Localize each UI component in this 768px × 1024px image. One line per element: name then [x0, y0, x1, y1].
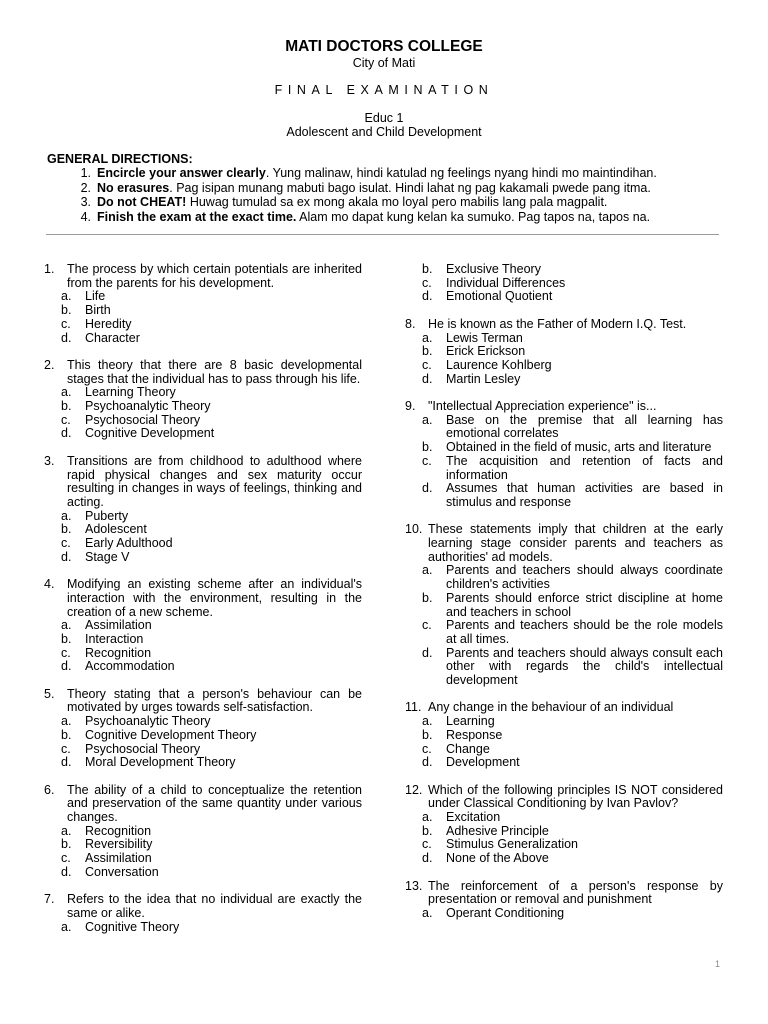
option-text: Early Adulthood	[85, 536, 173, 551]
answer-option[interactable]	[44, 290, 362, 304]
option-letter-text: b.	[61, 399, 72, 414]
question-number: 4.	[44, 577, 55, 592]
direction-emphasis: Do not CHEAT!	[97, 195, 187, 210]
answer-option[interactable]	[405, 825, 723, 839]
option-letter-text: b.	[61, 727, 72, 742]
option-letter-text: b.	[422, 440, 433, 455]
option-text: Laurence Kohlberg	[446, 357, 552, 372]
option-letter-text: d.	[61, 426, 72, 441]
option-letter-text: b.	[422, 823, 433, 838]
question-number: 7.	[44, 892, 55, 907]
option-text: Lewis Terman	[446, 330, 523, 345]
answer-option[interactable]	[405, 373, 723, 387]
option-letter	[44, 866, 85, 880]
option-letter	[405, 756, 446, 770]
option-letter	[405, 715, 446, 729]
option-letter-text: d.	[422, 755, 433, 770]
option-letter-text: a.	[61, 618, 72, 633]
option-letter	[405, 743, 446, 757]
answer-option[interactable]	[44, 523, 362, 537]
answer-option[interactable]	[405, 756, 723, 770]
direction-emphasis: Finish the exam at the exact time.	[97, 209, 297, 224]
option-letter-text: c.	[61, 412, 71, 427]
option-letter	[405, 345, 446, 359]
option-letter	[44, 304, 85, 318]
question-text: "Intellectual Appreciation experience" is...	[428, 399, 657, 413]
option-letter	[44, 318, 85, 332]
answer-option[interactable]	[405, 277, 723, 291]
answer-option[interactable]	[405, 838, 723, 852]
direction-item	[47, 181, 727, 196]
question	[44, 893, 362, 934]
answer-option[interactable]	[44, 414, 362, 428]
option-text: Psychosocial Theory	[85, 741, 201, 756]
option-text: Adhesive Principle	[446, 823, 549, 838]
option-text: Parents and teachers should be the role models at all times.	[446, 618, 723, 646]
question	[405, 880, 723, 921]
option-letter	[44, 551, 85, 565]
option-letter-text: d.	[61, 755, 72, 770]
answer-option[interactable]	[405, 592, 723, 619]
option-letter-text: c.	[422, 618, 432, 633]
option-letter	[405, 811, 446, 825]
option-text: Recognition	[85, 823, 152, 838]
question-number: 5.	[44, 686, 55, 701]
question-text: The reinforcement of a person's response by presentation or removal and punishment	[428, 878, 723, 907]
option-letter	[405, 564, 446, 591]
question	[405, 523, 723, 687]
answer-option[interactable]	[44, 715, 362, 729]
direction-text: . Pag isipan munang mabuti bago isulat. Hindi lahat ng pag kakamali pwede pang itma.	[169, 180, 651, 195]
option-text: Cognitive Development Theory	[85, 727, 257, 742]
option-letter-text: d.	[422, 645, 433, 660]
option-letter-text: a.	[61, 385, 72, 400]
option-letter	[405, 277, 446, 291]
option-text: Conversation	[85, 864, 159, 879]
question-text: He is known as the Father of Modern I.Q. Test.	[428, 316, 687, 331]
option-letter	[44, 756, 85, 770]
option-letter-text: a.	[422, 905, 433, 920]
question-stem	[405, 784, 723, 811]
option-letter-text: d.	[422, 371, 433, 386]
option-letter-text: b.	[61, 522, 72, 537]
option-letter-text: d.	[61, 330, 72, 345]
option-letter-text: d.	[61, 659, 72, 674]
option-text: Exclusive Theory	[446, 262, 541, 276]
answer-option[interactable]	[44, 400, 362, 414]
answer-option[interactable]	[405, 647, 723, 688]
option-letter-text: c.	[422, 453, 432, 468]
answer-option[interactable]	[405, 414, 723, 441]
question-text: Refers to the idea that no individual are exactly the same or alike.	[67, 892, 362, 920]
directions-title: GENERAL DIRECTIONS:	[47, 152, 193, 166]
option-letter-text: d.	[61, 864, 72, 879]
option-letter	[405, 729, 446, 743]
answer-option[interactable]	[405, 907, 723, 921]
question-number: 13.	[405, 878, 423, 893]
option-text: Stage V	[85, 549, 130, 564]
option-text: Psychoanalytic Theory	[85, 399, 211, 414]
option-letter-text: c.	[61, 741, 71, 756]
answer-option[interactable]	[44, 386, 362, 400]
option-letter	[44, 537, 85, 551]
question-stem	[405, 523, 723, 564]
question-stem	[405, 318, 723, 332]
question-number: 9.	[405, 399, 416, 413]
option-letter-text: c.	[61, 536, 71, 551]
direction-number: 1.	[80, 166, 91, 180]
option-letter-text: a.	[422, 330, 433, 345]
direction-item	[47, 195, 727, 210]
option-text: Obtained in the field of music, arts and literature	[446, 440, 712, 455]
option-letter	[44, 427, 85, 441]
question-stem	[405, 880, 723, 907]
answer-option[interactable]	[44, 729, 362, 743]
option-letter-text: c.	[61, 851, 71, 866]
option-text: Parents and teachers should always coordinate children's activities	[446, 563, 723, 592]
direction-emphasis: No erasures	[97, 180, 170, 195]
option-text: Parents should enforce strict discipline at home and teachers in school	[446, 590, 723, 619]
question-number: 1.	[44, 262, 55, 276]
exam-title: FINAL EXAMINATION	[274, 83, 494, 97]
option-letter	[405, 592, 446, 619]
option-letter-text: b.	[422, 344, 433, 359]
question	[405, 263, 723, 304]
question-stem	[44, 359, 362, 386]
question-text: The process by which certain potentials are inherited from the parents for his development.	[67, 262, 362, 290]
option-letter	[44, 729, 85, 743]
direction-text: . Yung malinaw, hindi katulad ng feelings nyang hindi mo maintindihan.	[265, 166, 657, 180]
answer-option[interactable]	[44, 332, 362, 346]
option-letter-text: a.	[61, 714, 72, 729]
question-text: Modifying an existing scheme after an individual's interaction with the environment, resulting in the creation of a new scheme.	[67, 577, 362, 619]
answer-option[interactable]	[405, 564, 723, 591]
option-letter	[44, 386, 85, 400]
question	[44, 263, 362, 345]
answer-option[interactable]	[44, 647, 362, 661]
question	[44, 784, 362, 880]
option-letter-text: c.	[61, 645, 71, 660]
option-letter	[44, 414, 85, 428]
option-letter	[405, 441, 446, 455]
question-text: Transitions are from childhood to adulthood where rapid physical changes and sex maturity occur resulting in changes in ways of feelings, thinking and acting.	[67, 453, 362, 509]
option-letter	[405, 482, 446, 509]
answer-option[interactable]	[44, 551, 362, 565]
option-letter-text: a.	[422, 714, 433, 729]
option-letter	[405, 332, 446, 346]
answer-option[interactable]	[44, 427, 362, 441]
option-letter-text: d.	[422, 851, 433, 866]
answer-option[interactable]	[405, 359, 723, 373]
question	[405, 784, 723, 866]
option-letter	[44, 743, 85, 757]
question-text: This theory that there are 8 basic developmental stages that the individual has to pass through his life.	[67, 357, 362, 386]
answer-option[interactable]	[44, 921, 362, 935]
direction-number: 4.	[80, 209, 91, 224]
answer-option[interactable]	[44, 633, 362, 647]
answer-option[interactable]	[44, 838, 362, 852]
question	[405, 318, 723, 387]
question-stem	[405, 400, 723, 414]
answer-option[interactable]	[405, 743, 723, 757]
answer-option[interactable]	[44, 619, 362, 633]
questions-column-right	[405, 263, 723, 934]
option-letter	[44, 510, 85, 524]
option-text: Life	[85, 289, 106, 304]
question-number: 10.	[405, 522, 423, 537]
option-letter-text: c.	[422, 741, 432, 756]
option-text: Assumes that human activities are based in stimulus and response	[446, 481, 723, 509]
question-text: The ability of a child to conceptualize the retention and preservation of the same quantity under various changes.	[67, 782, 362, 825]
option-letter-text: b.	[61, 303, 72, 318]
question-stem	[44, 688, 362, 715]
option-letter-text: c.	[422, 275, 432, 290]
option-text: Martin Lesley	[446, 371, 521, 386]
question-text: Which of the following principles IS NOT considered under Classical Conditioning by Ivan Pavlov?	[428, 782, 723, 811]
option-letter	[44, 921, 85, 935]
page-number: 1	[714, 959, 720, 969]
question-stem	[44, 893, 362, 920]
option-letter	[405, 373, 446, 387]
option-letter	[405, 619, 446, 646]
option-text: Erick Erickson	[446, 344, 526, 359]
answer-option[interactable]	[44, 660, 362, 674]
option-letter-text: c.	[61, 316, 71, 331]
city-name: City of Mati	[352, 56, 416, 70]
college-name: MATI DOCTORS COLLEGE	[285, 38, 483, 55]
option-letter-text: b.	[422, 262, 433, 276]
option-text: Accommodation	[85, 659, 175, 674]
option-letter	[405, 455, 446, 482]
question	[405, 400, 723, 510]
option-text: Parents and teachers should always consult each other with regards the child's intellectual development	[446, 645, 723, 688]
option-text: Reversibility	[85, 837, 153, 852]
option-letter-text: a.	[422, 563, 433, 578]
question-stem	[44, 578, 362, 619]
direction-item	[47, 210, 727, 225]
answer-option[interactable]	[405, 852, 723, 866]
option-letter	[405, 825, 446, 839]
option-text: Stimulus Generalization	[446, 837, 579, 852]
option-letter	[405, 359, 446, 373]
option-text: Operant Conditioning	[446, 905, 565, 920]
questions-column-left	[44, 263, 362, 948]
question-text: Theory stating that a person's behaviour can be motivated by urges towards self-satisfaction.	[67, 686, 362, 715]
direction-item	[47, 166, 727, 181]
option-text: The acquisition and retention of facts and information	[446, 453, 723, 482]
direction-text: Alam mo dapat kung kelan ka sumuko. Pag tapos na, tapos na.	[296, 209, 651, 224]
question	[44, 359, 362, 441]
question-stem	[44, 784, 362, 825]
option-letter-text: b.	[61, 631, 72, 646]
option-text: Learning	[446, 714, 495, 729]
option-letter-text: a.	[422, 810, 433, 825]
option-text: Heredity	[85, 316, 132, 331]
option-letter-text: c.	[422, 357, 432, 372]
directions-list	[47, 166, 727, 224]
option-text: Cognitive Theory	[85, 919, 180, 934]
option-text: Individual Differences	[446, 275, 566, 290]
option-letter-text: a.	[61, 508, 72, 523]
option-letter	[44, 647, 85, 661]
question-number: 2.	[44, 357, 55, 372]
answer-option[interactable]	[405, 729, 723, 743]
direction-number: 2.	[80, 180, 91, 195]
option-letter	[405, 907, 446, 921]
option-letter	[405, 838, 446, 852]
subject-title: Adolescent and Child Development	[286, 125, 482, 139]
option-text: None of the Above	[446, 851, 549, 866]
option-text: Interaction	[85, 631, 144, 646]
option-text: Birth	[85, 303, 111, 318]
option-letter-text: d.	[61, 549, 72, 564]
option-text: Learning Theory	[85, 385, 176, 400]
option-text: Change	[446, 741, 490, 756]
option-text: Character	[85, 330, 140, 345]
option-letter-text: a.	[61, 919, 72, 934]
option-text: Recognition	[85, 645, 152, 660]
question-stem	[44, 455, 362, 510]
answer-option[interactable]	[405, 332, 723, 346]
option-text: Emotional Quotient	[446, 289, 553, 304]
option-letter	[44, 523, 85, 537]
answer-option[interactable]	[405, 441, 723, 455]
option-text: Moral Development Theory	[85, 755, 236, 770]
option-text: Excitation	[446, 810, 501, 825]
direction-text: Huwag tumulad sa ex mong akala mo loyal pero mabilis lang pala magpalit.	[186, 195, 608, 210]
option-text: Psychoanalytic Theory	[85, 714, 211, 729]
option-letter-text: d.	[422, 481, 433, 496]
answer-option[interactable]	[44, 866, 362, 880]
option-text: Assimilation	[85, 618, 152, 633]
answer-option[interactable]	[44, 537, 362, 551]
answer-option[interactable]	[405, 482, 723, 509]
option-letter-text: a.	[422, 412, 433, 427]
option-letter-text: a.	[61, 289, 72, 304]
option-letter	[44, 400, 85, 414]
option-letter	[405, 263, 446, 277]
question-number: 12.	[405, 782, 423, 797]
option-text: Base on the premise that all learning has emotional correlates	[446, 412, 723, 441]
direction-number: 3.	[80, 195, 91, 210]
question	[44, 688, 362, 770]
option-letter	[405, 290, 446, 304]
answer-option[interactable]	[405, 345, 723, 359]
option-text: Development	[446, 755, 520, 770]
answer-option[interactable]	[405, 263, 723, 277]
question	[44, 455, 362, 565]
question-number: 3.	[44, 453, 55, 468]
option-text: Adolescent	[85, 522, 147, 537]
answer-option[interactable]	[44, 743, 362, 757]
option-text: Cognitive Development	[85, 426, 215, 441]
option-letter	[44, 633, 85, 647]
option-letter-text: b.	[422, 727, 433, 742]
option-letter	[44, 825, 85, 839]
option-letter-text: b.	[422, 590, 433, 605]
option-letter	[44, 660, 85, 674]
answer-option[interactable]	[405, 811, 723, 825]
answer-option[interactable]	[44, 304, 362, 318]
option-letter	[44, 838, 85, 852]
question	[44, 578, 362, 674]
answer-option[interactable]	[405, 715, 723, 729]
option-text: Puberty	[85, 508, 129, 523]
question-text: These statements imply that children at the early learning stage consider parents and teachers as authorities' ad models.	[428, 522, 723, 564]
option-letter	[44, 290, 85, 304]
option-letter	[405, 647, 446, 688]
course-code: Educ 1	[364, 111, 404, 125]
question-stem	[44, 263, 362, 290]
direction-emphasis: Encircle your answer clearly	[97, 166, 266, 180]
option-letter	[44, 619, 85, 633]
answer-option[interactable]	[44, 825, 362, 839]
answer-option[interactable]	[44, 510, 362, 524]
question-number: 6.	[44, 782, 55, 797]
question-number: 11.	[405, 700, 422, 715]
divider	[46, 234, 719, 235]
option-letter-text: b.	[61, 837, 72, 852]
question-text: Any change in the behaviour of an individual	[428, 700, 674, 715]
question-number: 8.	[405, 316, 416, 331]
option-letter	[405, 852, 446, 866]
answer-option[interactable]	[405, 290, 723, 304]
answer-option[interactable]	[405, 455, 723, 482]
option-text: Assimilation	[85, 851, 152, 866]
question	[405, 701, 723, 770]
question-stem	[405, 701, 723, 715]
option-text: Response	[446, 727, 503, 742]
option-letter-text: c.	[422, 837, 432, 852]
option-letter-text: d.	[422, 289, 433, 304]
answer-option[interactable]	[44, 318, 362, 332]
answer-option[interactable]	[44, 756, 362, 770]
answer-option[interactable]	[44, 852, 362, 866]
option-letter	[44, 852, 85, 866]
answer-option[interactable]	[405, 619, 723, 646]
option-letter	[44, 715, 85, 729]
option-letter	[405, 414, 446, 441]
option-letter	[44, 332, 85, 346]
option-text: Psychosocial Theory	[85, 412, 201, 427]
option-letter-text: a.	[61, 823, 72, 838]
